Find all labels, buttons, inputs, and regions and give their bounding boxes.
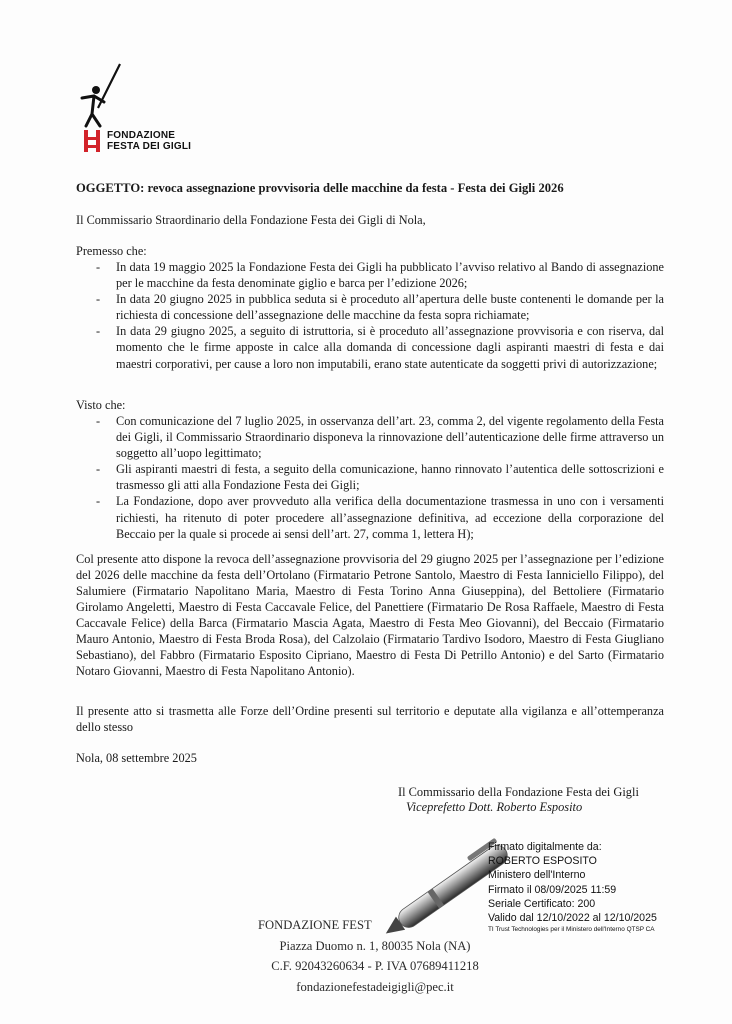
list-item: - In data 29 giugno 2025, a seguito di istruttoria, si è proceduto all’assegnazione provvisoria e con riserva, dal momento che le firme apposte in calce alla domanda di concessione dagli aspiranti maestri di festa e dai maestri corporativi, per cause a loro non imputabili, erano state autenticate da soggetti privi di autorizzazione; [96,323,664,371]
list-item: - La Fondazione, dopo aver provveduto alla verifica della documentazione trasmessa in uno con i versamenti richiesti, ha ritenuto di poter procedere all’assegnazione definitiva, ad eccezione della corporazione del Beccaio per la quale si procede ai sensi dell’art. 27, comma 1, lettera H); [96,493,664,541]
footer-pec-email: fondazionefestadeigigli@pec.it [296,980,454,994]
list-item: - In data 20 giugno 2025 in pubblica seduta si è proceduto all’apertura delle buste contenenti le domande per la richiesta di concessione dell’assegnazione delle macchine da festa sopra richiamate; [96,291,664,323]
logo-line-1: FONDAZIONE [107,130,176,141]
body-paragraph: Col presente atto dispone la revoca dell’assegnazione provvisoria del 29 giugno 2025 per l’assegnazione per l’edizione del 2026 delle macchine da festa dell’Ortolano (Firmatario Petrone Santolo, Maestro di Festa Ianniciello Filippo), del Salumiere (Firmatario Napolitano Maria, Maestro di Festa Torino Anna Giuseppina), del Bettoliere (Firmatario Girolamo Angeletti, Maestro di Festa Caccavale Felice, del Panettiere (Firmatario De Rosa Raffaele, Maestro di Festa Caccavale Felice) della Barca (Firmatario Mascia Agata, Maestro di Festa Meo Giovanni), del Beccaio (Firmatario Mauro Antonio, Maestro di Festa Broda Rosa), del Calzolaio (Firmatario Tardivo Isodoro, Maestro di Festa Giugliano Sebastiano), del Fabbro (Firmatario Esposito Cipriano, Maestro di Festa Di Petrillo Antonio) e del Sarto (Firmatario Notaro Giovanni, Maestro di Festa Napolitano Antonio). [76,552,664,678]
digital-signature-line: Valido dal 12/10/2022 al 12/10/2025 [488,912,657,925]
logo-text [107,130,191,152]
digital-signature-line: ROBERTO ESPOSITO [488,855,597,868]
visto-list [96,413,664,542]
subject-line: OGGETTO: revoca assegnazione provvisoria delle macchine da festa - Festa dei Gigli 2026 [76,181,564,195]
digital-signature-issuer: TI Trust Technologies per il Ministero dell'Interno QTSP CA [488,926,655,934]
digital-signature-line: Ministero dell'Interno [488,869,586,882]
place-date: Nola, 08 settembre 2025 [76,751,197,765]
intro-text: Il Commissario Straordinario della Fondazione Festa dei Gigli di Nola, [76,213,426,227]
footer-org-name: FONDAZIONE FEST [258,918,372,932]
digital-signature-line: Seriale Certificato: 200 [488,897,596,910]
digital-signature-line: Firmato digitalmente da: [488,841,602,853]
list-item: - Gli aspiranti maestri di festa, a seguito della comunicazione, hanno rinnovato l’autentica delle sottoscrizioni e trasmesso gli atti alla Fondazione Festa dei Gigli; [96,461,664,493]
digital-signature-line: Firmato il 08/09/2025 11:59 [488,883,617,896]
premesso-heading: Premesso che: [76,244,147,258]
logo-line-2: FESTA DEI GIGLI [107,141,192,152]
visto-heading: Visto che: [76,398,126,412]
footer-tax-ids: C.F. 92043260634 - P. IVA 07689411218 [271,959,479,973]
signature-name: Viceprefetto Dott. Roberto Esposito [406,800,583,814]
signature-title: Il Commissario della Fondazione Festa dei Gigli [398,785,639,799]
transmission-paragraph: Il presente atto si trasmetta alle Forze dell’Ordine presenti sul territorio e deputate alla vigilanza e all’ottemperanza dello stesso [76,704,664,734]
list-item: - In data 19 maggio 2025 la Fondazione Festa dei Gigli ha pubblicato l’avviso relativo al Bando di assegnazione per le macchine da festa denominate giglio e barca per l’edizione 2026; [96,259,664,291]
list-item: - Con comunicazione del 7 luglio 2025, in osservanza dell’art. 23, comma 2, del vigente regolamento della Festa dei Gigli, il Commissario Straordinario disponeva la rinnovazione dell’autenticazione delle firme attraverso un soggetto all’uopo legittimato; [96,413,664,461]
premesso-list [96,259,664,372]
footer-address: Piazza Duomo n. 1, 80035 Nola (NA) [279,939,471,953]
